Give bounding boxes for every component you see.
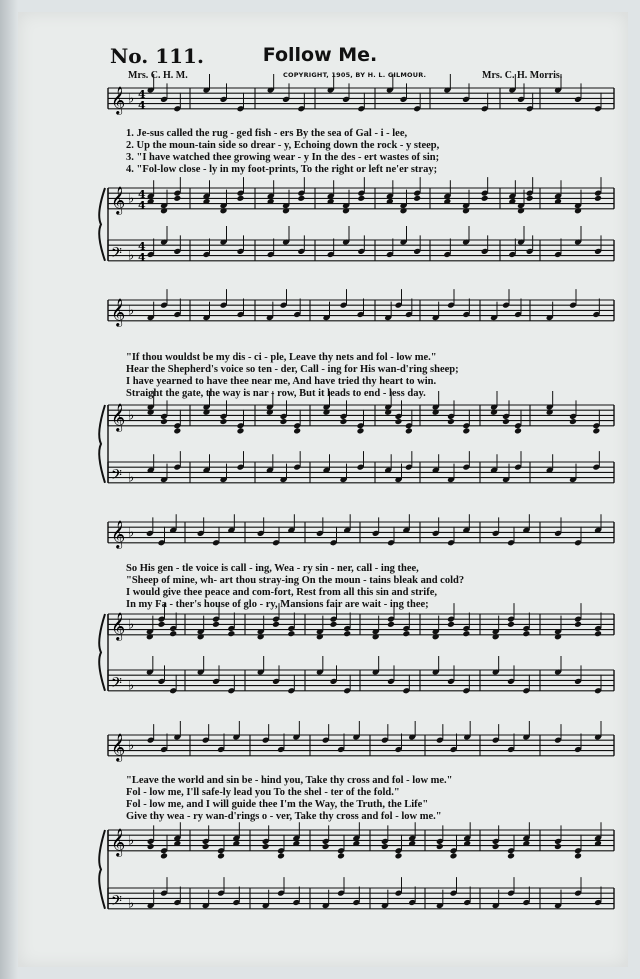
lyric-line: I would give thee peace and com-fort, Rest from all this sin and strife, <box>126 587 437 598</box>
notehead <box>436 843 444 850</box>
hymn-title: Follow Me. <box>262 44 378 66</box>
flat-sign: ♭ <box>128 191 135 207</box>
treble-clef: 𝄞 <box>111 402 126 431</box>
notehead <box>594 630 602 637</box>
notehead <box>343 630 351 637</box>
notehead <box>160 418 168 425</box>
bass-clef: 𝄢 <box>111 244 122 265</box>
time-signature: 4 <box>138 87 146 101</box>
lyric-line: 4. "Fol-low close - ly in my foot-prints, To the right or left ne'er stray; <box>126 164 438 175</box>
notehead <box>574 852 582 859</box>
notehead <box>507 621 515 628</box>
bass-clef: 𝄢 <box>111 674 122 695</box>
notehead <box>158 621 166 628</box>
lyric-line: Straight the gate, the way is nar - row, But it leads to end - less day. <box>126 388 426 399</box>
flat-sign: ♭ <box>128 248 135 264</box>
lyric-line: Fol - low me, I'll safe-ly lead you To the shel - ter of the fold." <box>126 787 400 798</box>
notehead <box>169 630 177 637</box>
notehead <box>173 195 181 202</box>
flat-sign: ♭ <box>128 833 135 849</box>
flat-sign: ♭ <box>128 896 135 912</box>
notehead <box>514 427 522 434</box>
bass-clef: 𝄢 <box>111 892 122 913</box>
notehead <box>405 427 413 434</box>
notehead <box>413 195 421 202</box>
notehead <box>526 195 534 202</box>
notehead <box>220 418 228 425</box>
notehead <box>450 852 458 859</box>
treble-clef: 𝄞 <box>111 611 126 640</box>
notehead <box>337 852 345 859</box>
notehead <box>594 195 602 202</box>
notehead <box>554 843 562 850</box>
treble-clef: 𝄞 <box>111 297 126 326</box>
flat-sign: ♭ <box>128 678 135 694</box>
lyric-line: I have yearned to have thee near me, And have tried thy heart to win. <box>126 376 437 387</box>
flat-sign: ♭ <box>128 408 135 424</box>
notehead <box>492 843 500 850</box>
lyric-line: Give thy wea - ry wan-d'rings o - ver, Take thy cross and fol - low me." <box>126 811 442 822</box>
notehead <box>340 418 348 425</box>
notehead <box>592 427 600 434</box>
notehead <box>262 843 270 850</box>
treble-clef: 𝄞 <box>111 85 126 114</box>
notehead <box>293 427 301 434</box>
notehead <box>447 621 455 628</box>
lyric-line: 3. "I have watched thee growing wear - y In the des - ert wastes of sin; <box>126 152 440 163</box>
flat-sign: ♭ <box>128 303 135 319</box>
notehead <box>462 427 470 434</box>
hymn-number: No. 111. <box>110 44 204 68</box>
notehead <box>297 195 305 202</box>
system-brace <box>99 614 105 691</box>
system-brace <box>99 405 105 483</box>
flat-sign: ♭ <box>128 91 135 107</box>
notehead <box>569 418 577 425</box>
lyric-line: Fol - low me, and I will guide thee I'm the Way, the Truth, the Life" <box>126 799 429 810</box>
notehead <box>322 843 330 850</box>
notehead <box>462 630 470 637</box>
lyric-line: "Leave the world and sin be - hind you, Take thy cross and fol - low me." <box>126 775 453 786</box>
notehead <box>481 195 489 202</box>
system-brace <box>99 830 105 909</box>
notehead <box>212 621 220 628</box>
time-signature: 4 <box>138 98 146 112</box>
treble-clef: 𝄞 <box>111 519 126 548</box>
copyright-notice: COPYRIGHT, 1905, BY H. L. GILMOUR. <box>283 71 427 79</box>
lyric-line: 1. Je-sus called the rug - ged fish - ers By the sea of Gal - i - lee, <box>126 128 408 139</box>
notehead <box>357 427 365 434</box>
lyric-line: Hear the Shepherd's voice so ten - der, Call - ing for His wan-d'ring sheep; <box>126 364 459 375</box>
time-signature: 4 <box>138 250 146 264</box>
notehead <box>272 621 280 628</box>
notehead <box>402 630 410 637</box>
notehead <box>381 843 389 850</box>
time-signature: 4 <box>138 187 146 201</box>
lyric-line: "Sheep of mine, wh- art thou stray-ing On the moun - tains bleak and cold? <box>126 575 465 586</box>
system-brace <box>99 188 105 261</box>
notehead <box>160 852 168 859</box>
bass-clef: 𝄢 <box>111 466 122 487</box>
treble-clef: 𝄞 <box>111 185 126 214</box>
flat-sign: ♭ <box>128 738 135 754</box>
notehead <box>330 621 338 628</box>
time-signature: 4 <box>138 198 146 212</box>
treble-clef: 𝄞 <box>111 732 126 761</box>
words-credit: Mrs. C. H. M. <box>128 70 188 81</box>
notehead <box>522 630 530 637</box>
lyric-line: So His gen - tle voice is call - ing, Wea - ry sin - ner, call - ing thee, <box>126 563 419 574</box>
flat-sign: ♭ <box>128 617 135 633</box>
notehead <box>227 630 235 637</box>
lyric-line: "If thou wouldst be my dis - ci - ple, Leave thy nets and fol - low me." <box>126 352 437 363</box>
notehead <box>574 621 582 628</box>
flat-sign: ♭ <box>128 470 135 486</box>
flat-sign: ♭ <box>128 525 135 541</box>
notehead <box>507 852 515 859</box>
notehead <box>287 630 295 637</box>
notehead <box>202 843 210 850</box>
notehead <box>395 418 403 425</box>
notehead <box>502 418 510 425</box>
treble-clef: 𝄞 <box>111 827 126 856</box>
music-credit: Mrs. C. H. Morris. <box>482 70 563 81</box>
notehead <box>173 427 181 434</box>
notehead <box>147 843 155 850</box>
lyric-line: In my Fa - ther's house of glo - ry, Mansions fair are wait - ing thee; <box>126 599 429 610</box>
notehead <box>217 852 225 859</box>
notehead <box>395 852 403 859</box>
notehead <box>447 418 455 425</box>
notehead <box>237 195 245 202</box>
notehead <box>237 427 245 434</box>
notehead <box>280 418 288 425</box>
lyric-line: 2. Up the moun-tain side so drear - y, Echoing down the rock - y steep, <box>126 140 440 151</box>
notehead <box>357 195 365 202</box>
notehead <box>277 852 285 859</box>
notehead <box>387 621 395 628</box>
time-signature: 4 <box>138 239 146 253</box>
